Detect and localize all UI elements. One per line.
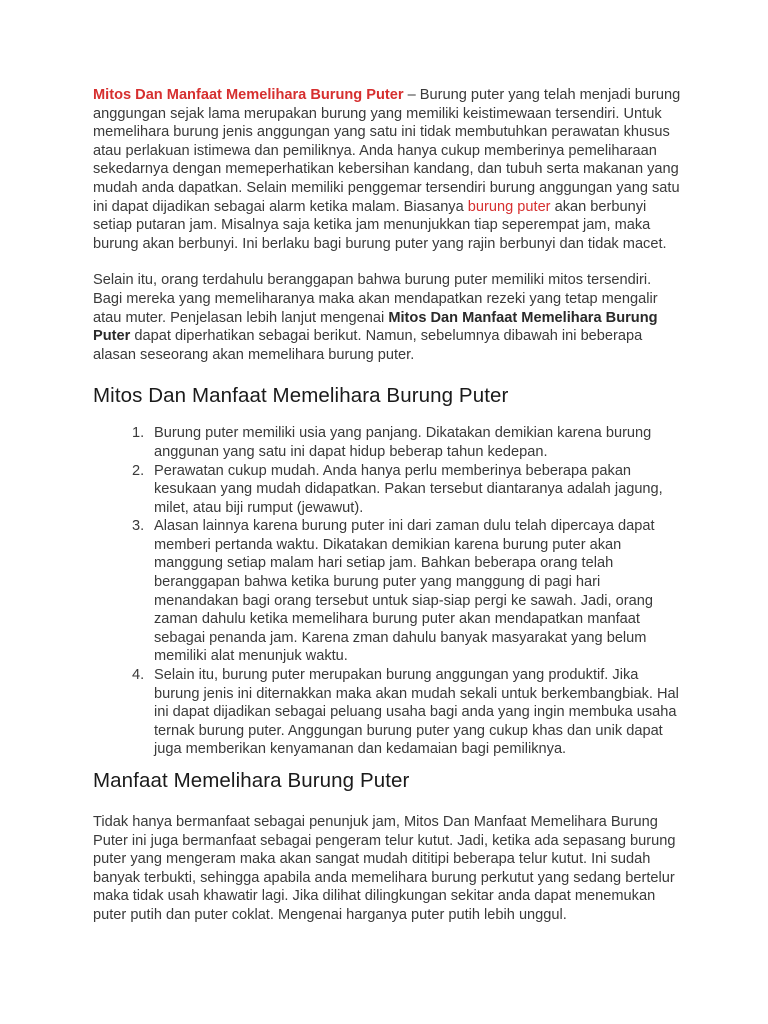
list-item-text: Alasan lainnya karena burung puter ini dari zaman dulu telah dipercaya dapat memberi pertanda waktu. Dikatakan demikian karena burung puter akan manggung setiap malam hari setiap jam. Bahkan beberapa orang telah beranggapan bahwa ketika burung puter yang manggung di pagi hari menandakan bagi orang tersebut untuk siap-siap pergi ke sawah. Jadi, orang zaman dahulu ketika memelihara burung puter akan mendapatkan manfaat sebagai penanda jam. Karena zman dahulu banyak masyarakat yang belum memiliki alat menunjuk waktu.: [154, 518, 655, 665]
section1-heading: Mitos Dan Manfaat Memelihara Burung Puter: [93, 384, 509, 408]
list-item-number: 1.: [132, 425, 145, 442]
list-item: [132, 517, 683, 666]
section2-paragraph: Tidak hanya bermanfaat sebagai penunjuk jam, Mitos Dan Manfaat Memelihara Burung Puter ini juga bermanfaat sebagai pengeram telur kutut. Jadi, ketika ada sepasang burung puter yang mengeram maka akan sangat mudah dititipi beberapa telur kutut. Ini sudah banyak terbukti, sehingga apabila anda memelihara burung perkutut yang sedang bertelur maka tidak usah khawatir lagi. Jika dilihat dilingkungan sekitar anda dapat menemukan puter putih dan puter coklat. Mengenai harganya puter putih lebih unggul.: [93, 814, 676, 923]
list-item-number: 3.: [132, 518, 145, 535]
section2-heading: Manfaat Memelihara Burung Puter: [93, 769, 410, 792]
second-paragraph: [93, 271, 683, 364]
reasons-list: [93, 424, 683, 759]
article-body: [93, 86, 683, 925]
list-item: [132, 424, 683, 461]
title-link[interactable]: Mitos Dan Manfaat Memelihara Burung Puter: [93, 87, 404, 103]
list-item-number: 4.: [132, 667, 145, 684]
list-item-number: 2.: [132, 462, 145, 479]
intro-paragraph: [93, 86, 683, 253]
list-item-text: Burung puter memiliki usia yang panjang. Dikatakan demikian karena burung anggunan yang satu ini dapat hidup beberap tahun kedepan.: [154, 425, 652, 460]
burung-puter-link[interactable]: burung puter: [467, 198, 551, 215]
para2-text-2: dapat diperhatikan sebagai berikut. Namun, sebelumnya dibawah ini beberapa alasan seseorang akan memelihara burung puter.: [93, 328, 643, 363]
list-item-text: Perawatan cukup mudah. Anda hanya perlu memberinya beberapa pakan kesukaan yang mudah didapatkan. Pakan tersebut diantaranya adalah jagung, milet, atau biji rumput (jewawut).: [154, 462, 663, 516]
intro-text-2: akan berbunyi setiap putaran jam. Misalnya saja ketika jam menunjukkan tiap seperempat jam, maka burung akan berbunyi. Ini berlaku bagi burung puter yang rajin berbunyi dan tidak macet.: [93, 198, 667, 252]
para2-bold-title: Mitos Dan Manfaat Memelihara Burung Puter: [93, 309, 658, 345]
list-item-text: Selain itu, burung puter merupakan burung anggungan yang produktif. Jika burung jenis ini diternakkan maka akan mudah sekali untuk berkembangbiak. Hal ini dapat dijadikan sebagai peluang usaha bagi anda yang ingin membuka usaha ternak burung puter. Anggungan burung puter yang cukup khas dan unik dapat juga memberikan kenyamanan dan kedamaian bagi pemiliknya.: [154, 667, 679, 758]
intro-text-1: – Burung puter yang telah menjadi burung anggungan sejak lama merupakan burung yang memiliki keistimewaan tersendiri. Untuk memelihara burung jenis anggungan yang satu ini tidak membutuhkan perawatan khusus atau perlakuan istimewa dan pemiliknya. Anda hanya cukup memberinya pemeliharaan sekedarnya dengan memeperhatikan kebersihan kandang, dan tubuh serta makanan yang mudah anda dapatkan. Selain memiliki penggemar tersendiri burung anggungan yang satu ini dapat dijadikan sebagai alarm ketika malam. Biasanya: [93, 87, 681, 215]
list-item: [132, 666, 683, 759]
list-item: [132, 462, 683, 518]
para2-text-1: Selain itu, orang terdahulu beranggapan bahwa burung puter memiliki mitos tersendiri. Bagi mereka yang memeliharanya maka akan mendapatkan rezeki yang tetap mengalir atau muter. Penjelasan lebih lanjut mengenai: [93, 272, 658, 326]
